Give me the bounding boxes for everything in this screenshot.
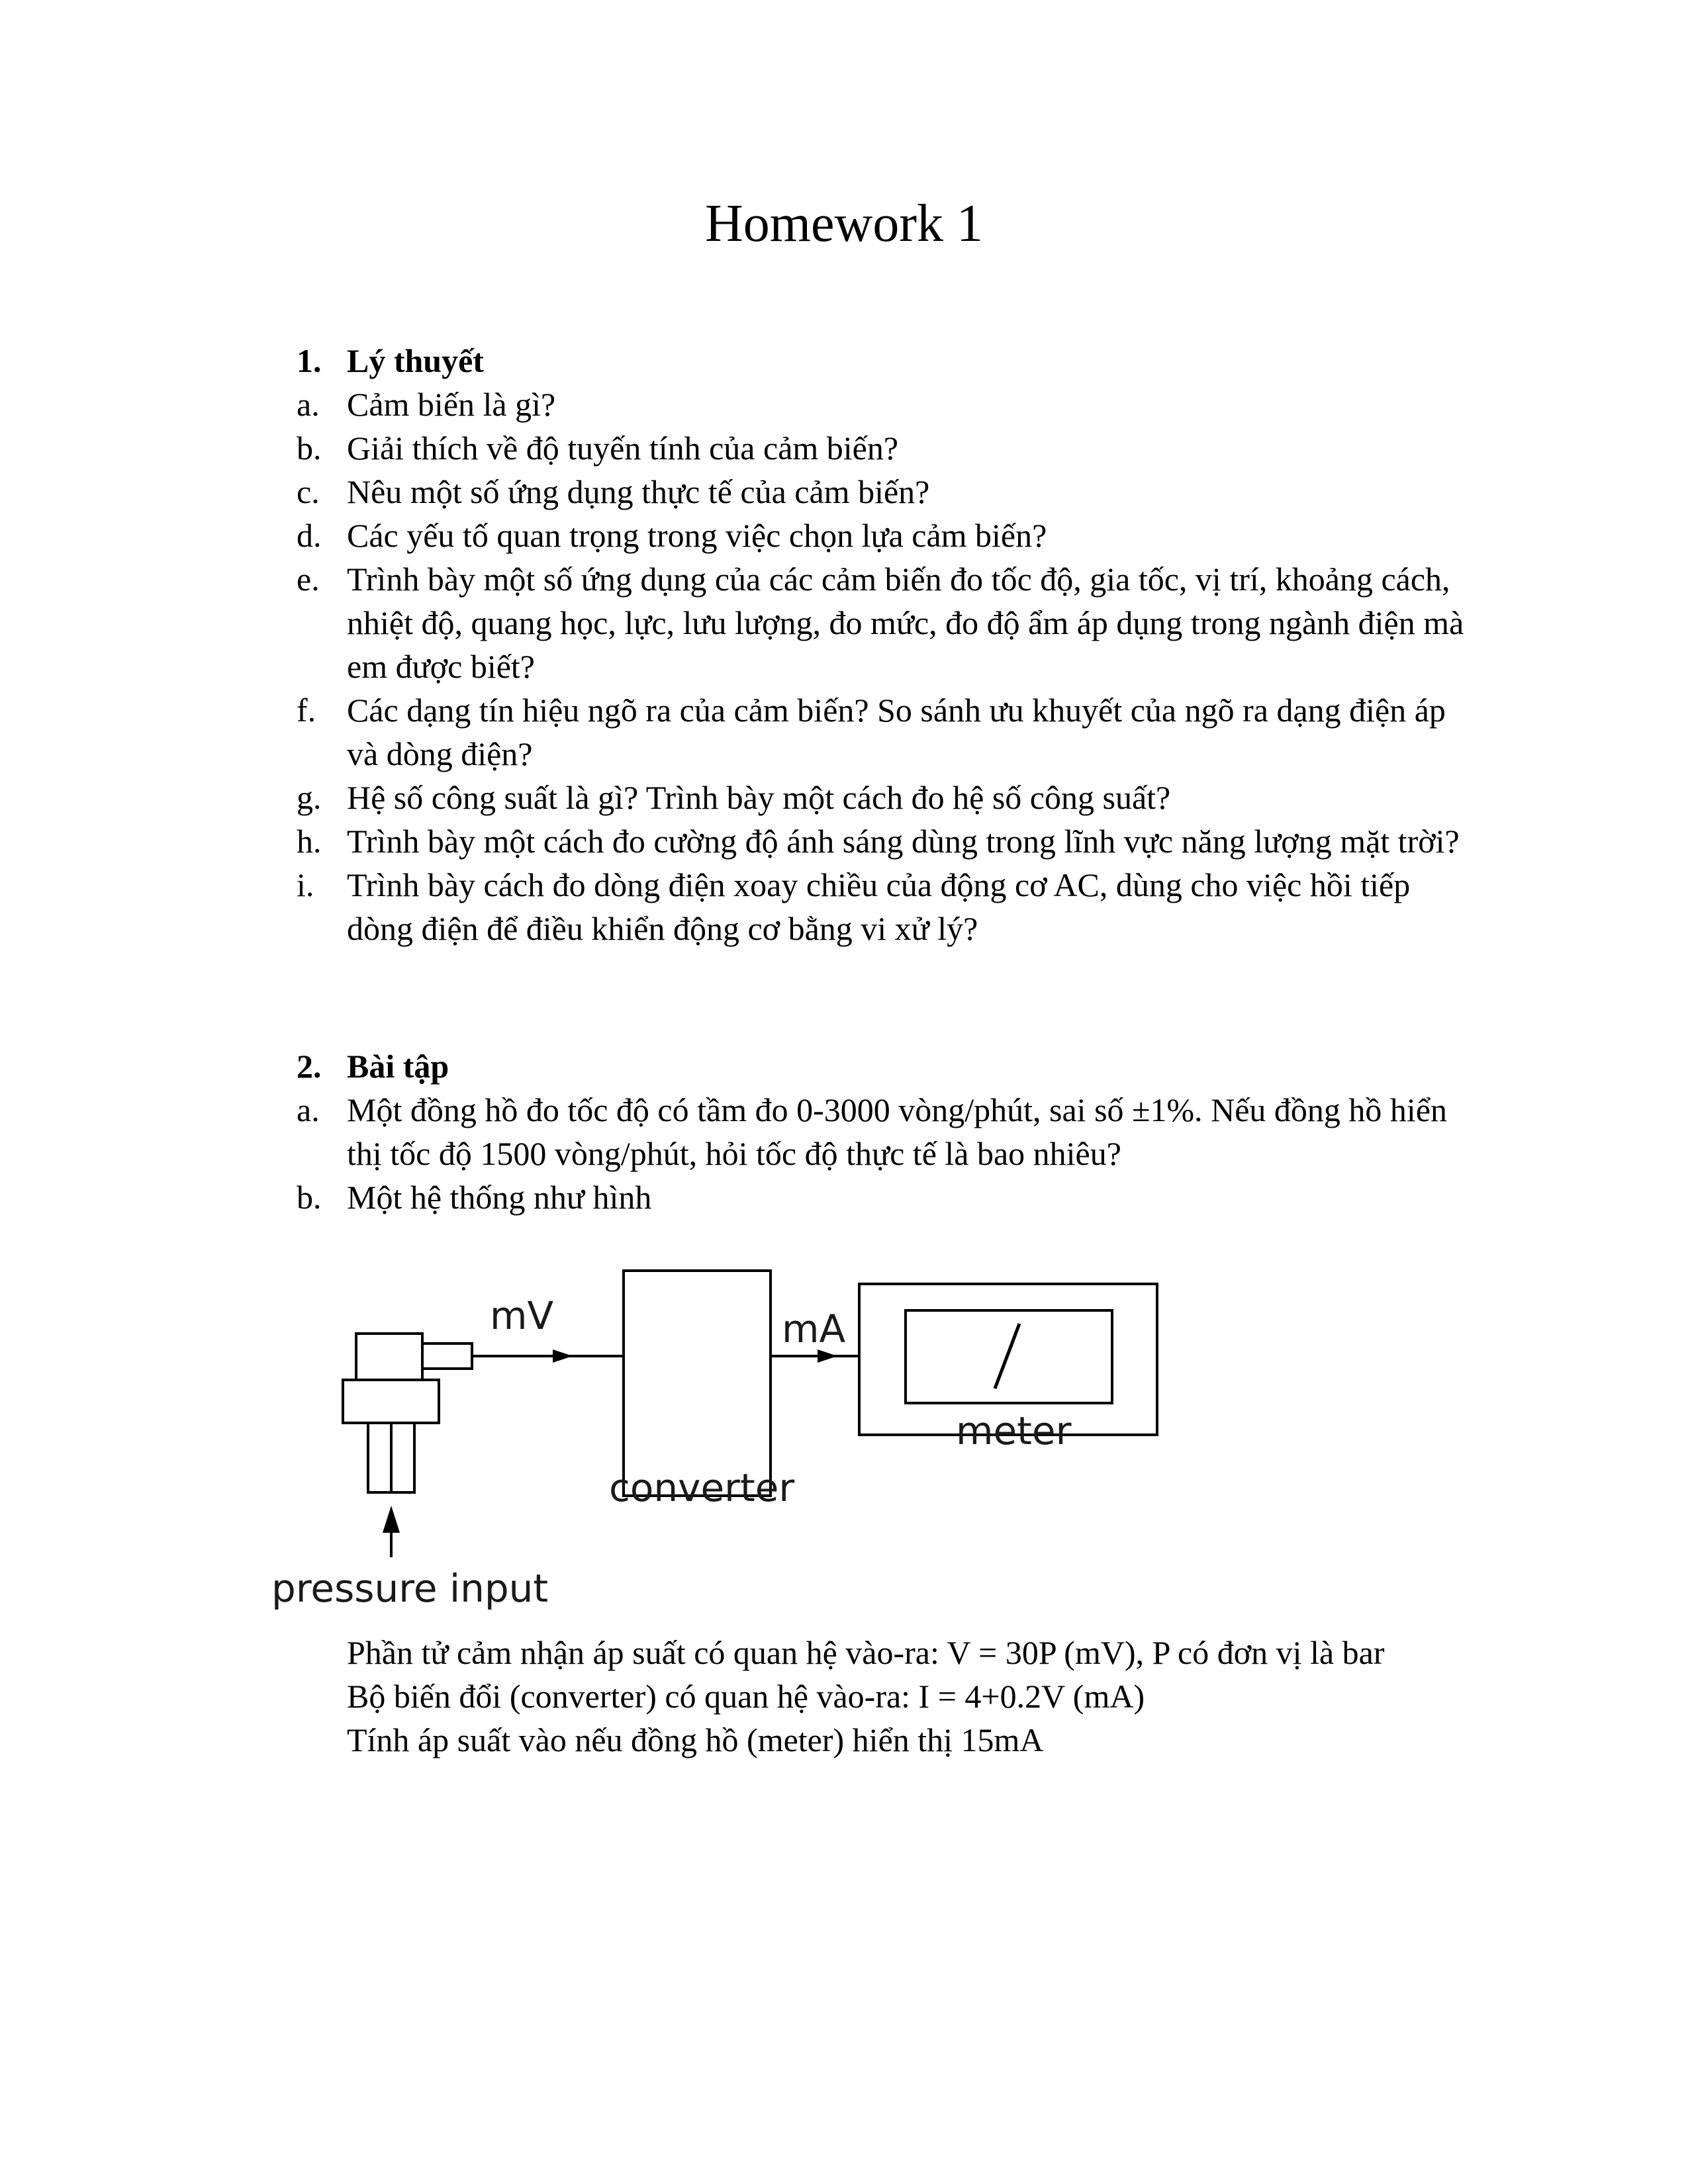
item-text: Các dạng tín hiệu ngõ ra của cảm biến? So sánh ưu khuyết của ngõ ra dạng điện áp và dòng điện? (347, 692, 1446, 772)
note-converter-relation: Bộ biến đổi (converter) có quan hệ vào-ra: I = 4+0.2V (mA) (347, 1678, 1145, 1715)
list-item (297, 1088, 1475, 1175)
item-marker: a. (297, 1091, 320, 1128)
list-item (297, 863, 1475, 950)
arrow-ma-icon (818, 1349, 837, 1363)
item-marker: b. (297, 430, 322, 467)
item-marker: e. (297, 561, 320, 598)
item-text: Nêu một số ứng dụng thực tế của cảm biến? (347, 473, 930, 510)
arrow-up-icon (383, 1506, 400, 1533)
section-title: Lý thuyết (347, 342, 484, 379)
item-marker: g. (297, 779, 322, 816)
item-text: Một đồng hồ đo tốc độ có tầm đo 0-3000 vòng/phút, sai số ±1%. Nếu đồng hồ hiển thị tốc độ 1500 vòng/phút, hỏi tốc độ thực tế là bao nhiêu? (347, 1091, 1448, 1172)
item-marker: a. (297, 386, 320, 423)
page-title: Homework 1 (705, 195, 983, 253)
note-sensor-relation: Phần tử cảm nhận áp suất có quan hệ vào-ra: V = 30P (mV), P có đơn vị là bar (347, 1634, 1385, 1671)
list-item (297, 776, 1475, 819)
list-item (297, 514, 1475, 557)
list-item (297, 470, 1475, 514)
item-text: Trình bày cách đo dòng điện xoay chiều của động cơ AC, dùng cho việc hồi tiếp dòng điện để điều khiển động cơ bằng vi xử lý? (347, 866, 1411, 947)
list-item (297, 688, 1475, 776)
diagram-drawing (245, 1216, 1436, 1627)
sensor-body (343, 1380, 439, 1423)
converter-box (624, 1271, 771, 1496)
arrow-mv-icon (553, 1349, 573, 1363)
item-marker: f. (297, 692, 316, 729)
section-theory (297, 339, 1475, 950)
section-exercises (297, 1044, 1475, 1219)
item-text: Các yếu tố quan trọng trong việc chọn lựa cảm biến? (347, 517, 1047, 554)
item-text: Một hệ thống như hình (347, 1179, 652, 1216)
label-mv: mV (490, 1293, 554, 1338)
meter-display (906, 1310, 1112, 1403)
list-item (297, 819, 1475, 863)
sensor-head (356, 1334, 422, 1380)
item-text: Trình bày một cách đo cường độ ánh sáng dùng trong lĩnh vực năng lượng mặt trời? (347, 823, 1460, 860)
item-text: Hệ số công suất là gì? Trình bày một cách đo hệ số công suất? (347, 779, 1171, 816)
system-diagram (245, 1216, 1436, 1627)
item-marker: c. (297, 473, 320, 510)
item-marker: h. (297, 823, 322, 860)
item-marker: d. (297, 517, 322, 554)
item-text: Trình bày một số ứng dụng của các cảm biến đo tốc độ, gia tốc, vị trí, khoảng cách, nhiệt độ, quang học, lực, lưu lượng, đo mức, đo độ ẩm áp dụng trong ngành điện mà em được biết? (347, 561, 1464, 685)
meter-needle (995, 1324, 1019, 1388)
section-number: 1. (297, 342, 322, 379)
list-item (297, 426, 1475, 470)
note-question: Tính áp suất vào nếu đồng hồ (meter) hiển thị 15mA (347, 1721, 1044, 1758)
label-meter: meter (956, 1408, 1072, 1453)
item-marker: i. (297, 866, 314, 903)
item-marker: b. (297, 1179, 322, 1216)
section-number: 2. (297, 1048, 322, 1085)
label-converter: converter (609, 1465, 795, 1510)
label-pressure-input: pressure input (271, 1566, 549, 1611)
section-heading (297, 339, 1475, 383)
sensor-connector (422, 1343, 472, 1369)
list-item (297, 557, 1475, 688)
problem-notes (347, 1631, 1485, 1762)
section-title: Bài tập (347, 1048, 449, 1085)
list-item (297, 1175, 1475, 1219)
item-text: Giải thích về độ tuyến tính của cảm biến? (347, 430, 899, 467)
section-heading (297, 1044, 1475, 1088)
item-text: Cảm biến là gì? (347, 386, 556, 423)
list-item (297, 383, 1475, 426)
label-ma: mA (782, 1306, 846, 1351)
